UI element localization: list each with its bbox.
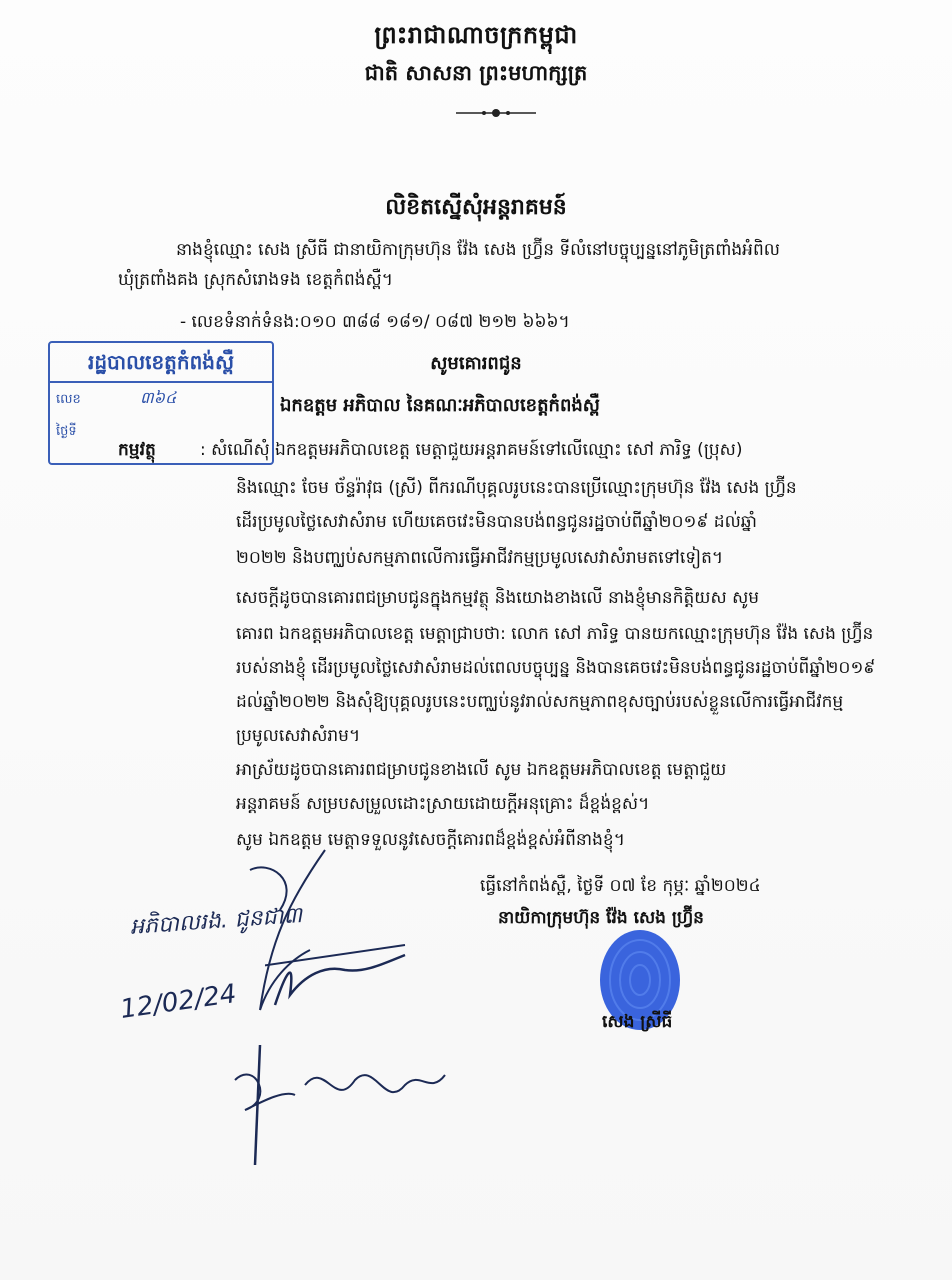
header-ornament xyxy=(456,106,536,120)
body-p1-line-5: ប្រមូលសេវាសំរាម។ xyxy=(236,726,361,746)
subject-label: កម្មវត្ថុ xyxy=(118,440,156,460)
margin-note-date: 12/02/24 xyxy=(118,979,239,1025)
body-p1-line-4: ដល់ឆ្នាំ២០២២ និងសុំឱ្យបុគ្គលរូបនេះបញ្ឈប់នូវរាល់សកម្មភាពខុសច្បាប់របស់ខ្លួនលើការធ្វើអាជីវកម្ម xyxy=(236,692,844,712)
body-p1-line-2: គោរព ឯកឧត្តមអភិបាលខេត្ត មេត្តាជ្រាបថា: លោក សៅ ភារិទ្ធ បានយកឈ្មោះក្រុមហ៊ុន វ៉ែង សេង ហ្វ្រ៊ីន xyxy=(236,624,874,644)
motto-heading: ជាតិ សាសនា ព្រះមហាក្សត្រ xyxy=(364,61,588,85)
subject-line-2: និងឈ្មោះ ចែម ច័ន្ទរ៉ាវុធ (ស្រី) ពីករណីបុគ្គលរូបនេះបានប្រើឈ្មោះក្រុមហ៊ុន វ៉ែង សេង ហ្វ្រ៊ីន xyxy=(236,478,797,498)
body-p1-line-1: សេចក្ដីដូចបានគោរពជម្រាបជូនក្នុងកម្មវត្ថុ និងយោងខាងលើ នាងខ្ញុំមានកិត្តិយស សូម xyxy=(236,588,760,608)
body-p2-line-2: អន្តរាគមន៍ សម្របសម្រួលដោះស្រាយដោយក្ដីអនុគ្រោះ ដ៏ខ្ពង់ខ្ពស់។ xyxy=(236,794,650,814)
body-closing: សូម ឯកឧត្តម មេត្តាទទួលនូវសេចក្ដីគោរពដ៏ខ្ពង់ខ្ពស់អំពីនាងខ្ញុំ។ xyxy=(236,830,625,850)
intro-line-2: ឃុំត្រពាំងគង ស្រុកសំរោងទង ខេត្តកំពង់ស្ពឺ។ xyxy=(118,270,393,290)
stamp-date-label: ថ្ងៃទី xyxy=(56,424,77,439)
stamp-number-label: លេខ xyxy=(56,392,81,407)
intro-line-1: នាងខ្ញុំឈ្មោះ សេង ស្រីធី ជានាយិកាក្រុមហ៊ុន វ៉ែង សេង ហ្វ្រ៊ីន ទីលំនៅបច្ចុប្បន្ននៅភូមិត្រពាំងអំពិល xyxy=(176,240,780,260)
margin-note-handwritten: អភិបាលរង. ជូនជា៣ xyxy=(129,903,304,940)
dateline: ធ្វើនៅកំពង់ស្ពឺ, ថ្ងៃទី ០៧ ខែ កុម្ភៈ ឆ្នាំ២០២៤ xyxy=(480,876,761,896)
subject-line-4: ២០២២ និងបញ្ឈប់សកម្មភាពលើការធ្វើអាជីវកម្មប្រមូលសេវាសំរាមតទៅទៀត។ xyxy=(236,548,724,568)
subject-line-1: : សំណើសុំ ឯកឧត្តមអភិបាលខេត្ត មេត្តាជួយអន្តរាគមន៍ទៅលើឈ្មោះ សៅ ភារិទ្ធ (ប្រុស) xyxy=(200,440,743,460)
reviewer-signature xyxy=(225,1040,455,1170)
signer-name: សេង ស្រីធី xyxy=(602,1012,673,1032)
salutation: សូមគោរពជូន xyxy=(430,353,522,374)
stamp-number-value: ៣៦៤ xyxy=(140,388,177,407)
body-p2-line-1: អាស្រ័យដូចបានគោរពជម្រាបជូនខាងលើ សូម ឯកឧត្តមអភិបាលខេត្ត មេត្តាជួយ xyxy=(236,760,727,780)
letter-title: លិខិតស្នើសុំអន្តរាគមន៍ xyxy=(385,195,567,220)
stamp-divider xyxy=(50,381,272,383)
addressee: ឯកឧត្តម អភិបាល នៃគណៈអភិបាលខេត្តកំពង់ស្ពឺ xyxy=(280,395,600,416)
contact-phone: - លេខទំនាក់ទំនង:០១០ ៣៨៨ ១៨១/ ០៨៧ ២១២ ៦៦៦។ xyxy=(180,312,570,332)
stamp-title: រដ្ឋបាលខេត្តកំពង់ស្ពឺ xyxy=(88,350,234,374)
governor-signature xyxy=(265,935,415,1015)
kingdom-heading: ព្រះរាជាណាចក្រកម្ពុជា xyxy=(374,21,578,49)
subject-line-3: ដើរប្រមូលថ្លៃសេវាសំរាម ហើយគេចវេះមិនបានបង់ពន្ធជូនរដ្ឋចាប់ពីឆ្នាំ២០១៩ ដល់ឆ្នាំ xyxy=(236,512,757,532)
signer-title: នាយិកាក្រុមហ៊ុន វ៉ែង សេង ហ្វ្រ៊ីន xyxy=(498,908,704,928)
body-p1-line-3: របស់នាងខ្ញុំ ដើរប្រមូលថ្លៃសេវាសំរាមដល់ពេលបច្ចុប្បន្ន និងបានគេចវេះមិនបង់ពន្ធជូនរដ្ឋចាប់ពីឆ្នាំ២០១៩ xyxy=(236,658,876,678)
